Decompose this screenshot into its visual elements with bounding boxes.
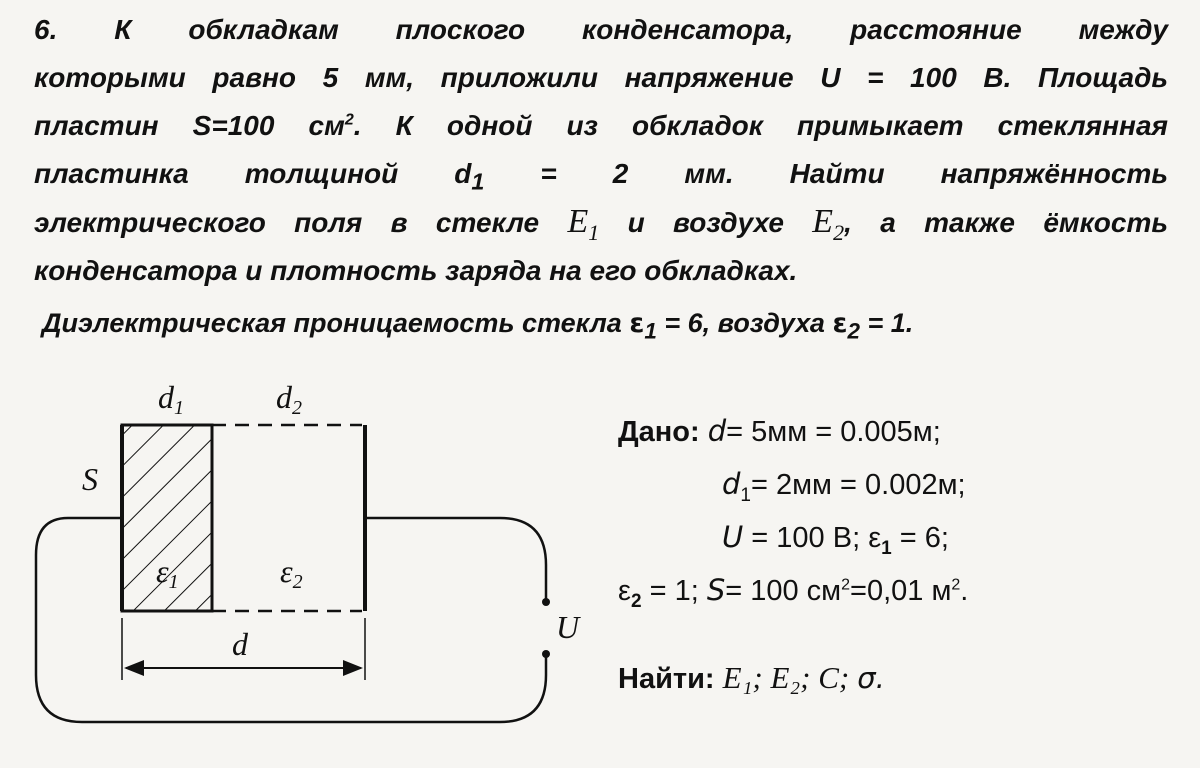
dielectric-constants: Диэлектрическая проницаемость стекла $\varepsilon_1 = 6$, воздуха $\varepsilon_2 = 1$. [42,308,914,344]
label-eps2: ε2 [280,553,303,593]
terminal-bottom [542,650,550,658]
label-d1: d1 [158,379,184,419]
problem-statement [34,6,1168,295]
find-block [618,660,885,696]
find-vars: E₁; E₂; C; [722,660,850,695]
problem-line-5: электрического поля в стекле $E_1$ и воздухе $E_2$, а также ёмкость [34,203,1168,245]
label-S: S [82,461,98,497]
problem-line-2: которыми равно 5 мм, приложили напряжение U = 100 В. Площадь [34,62,1169,93]
find-label: Найти: [618,663,715,695]
given-row-3: U = 100 В; $\varepsilon_1 = 6$; [722,520,949,559]
problem-line-1: 6. К обкладкам плоского конденсатора, расстояние между [34,14,1168,45]
label-eps1: ε1 [156,553,179,593]
problem-line-3: пластин S=100 $см^2$. К одной из обкладок примыкает стеклянная [34,110,1169,141]
problem-line-4: пластинка толщиной $d_1 = 2$ мм. Найти напряжённость [34,158,1168,195]
label-d2: d2 [276,379,302,419]
capacitor-diagram [0,370,600,768]
given-block [618,405,968,617]
label-U: U [556,609,580,645]
problem-line-6: конденсатора и плотность заряда на его обкладках. [34,255,798,286]
find-sigma: σ. [857,661,885,695]
given-row-4: $\varepsilon_2 = 1$; S= 100 $см^2=0,01$ $м^2$. [618,573,969,612]
terminal-top [542,598,550,606]
wire-right [365,518,546,600]
wire-left [36,518,546,722]
label-d: d [232,626,248,662]
given-row-2: $d_1= 2мм = 0.002м$; [722,467,966,506]
given-row-1: Дано: d= 5мм = 0.005м; [618,414,941,448]
